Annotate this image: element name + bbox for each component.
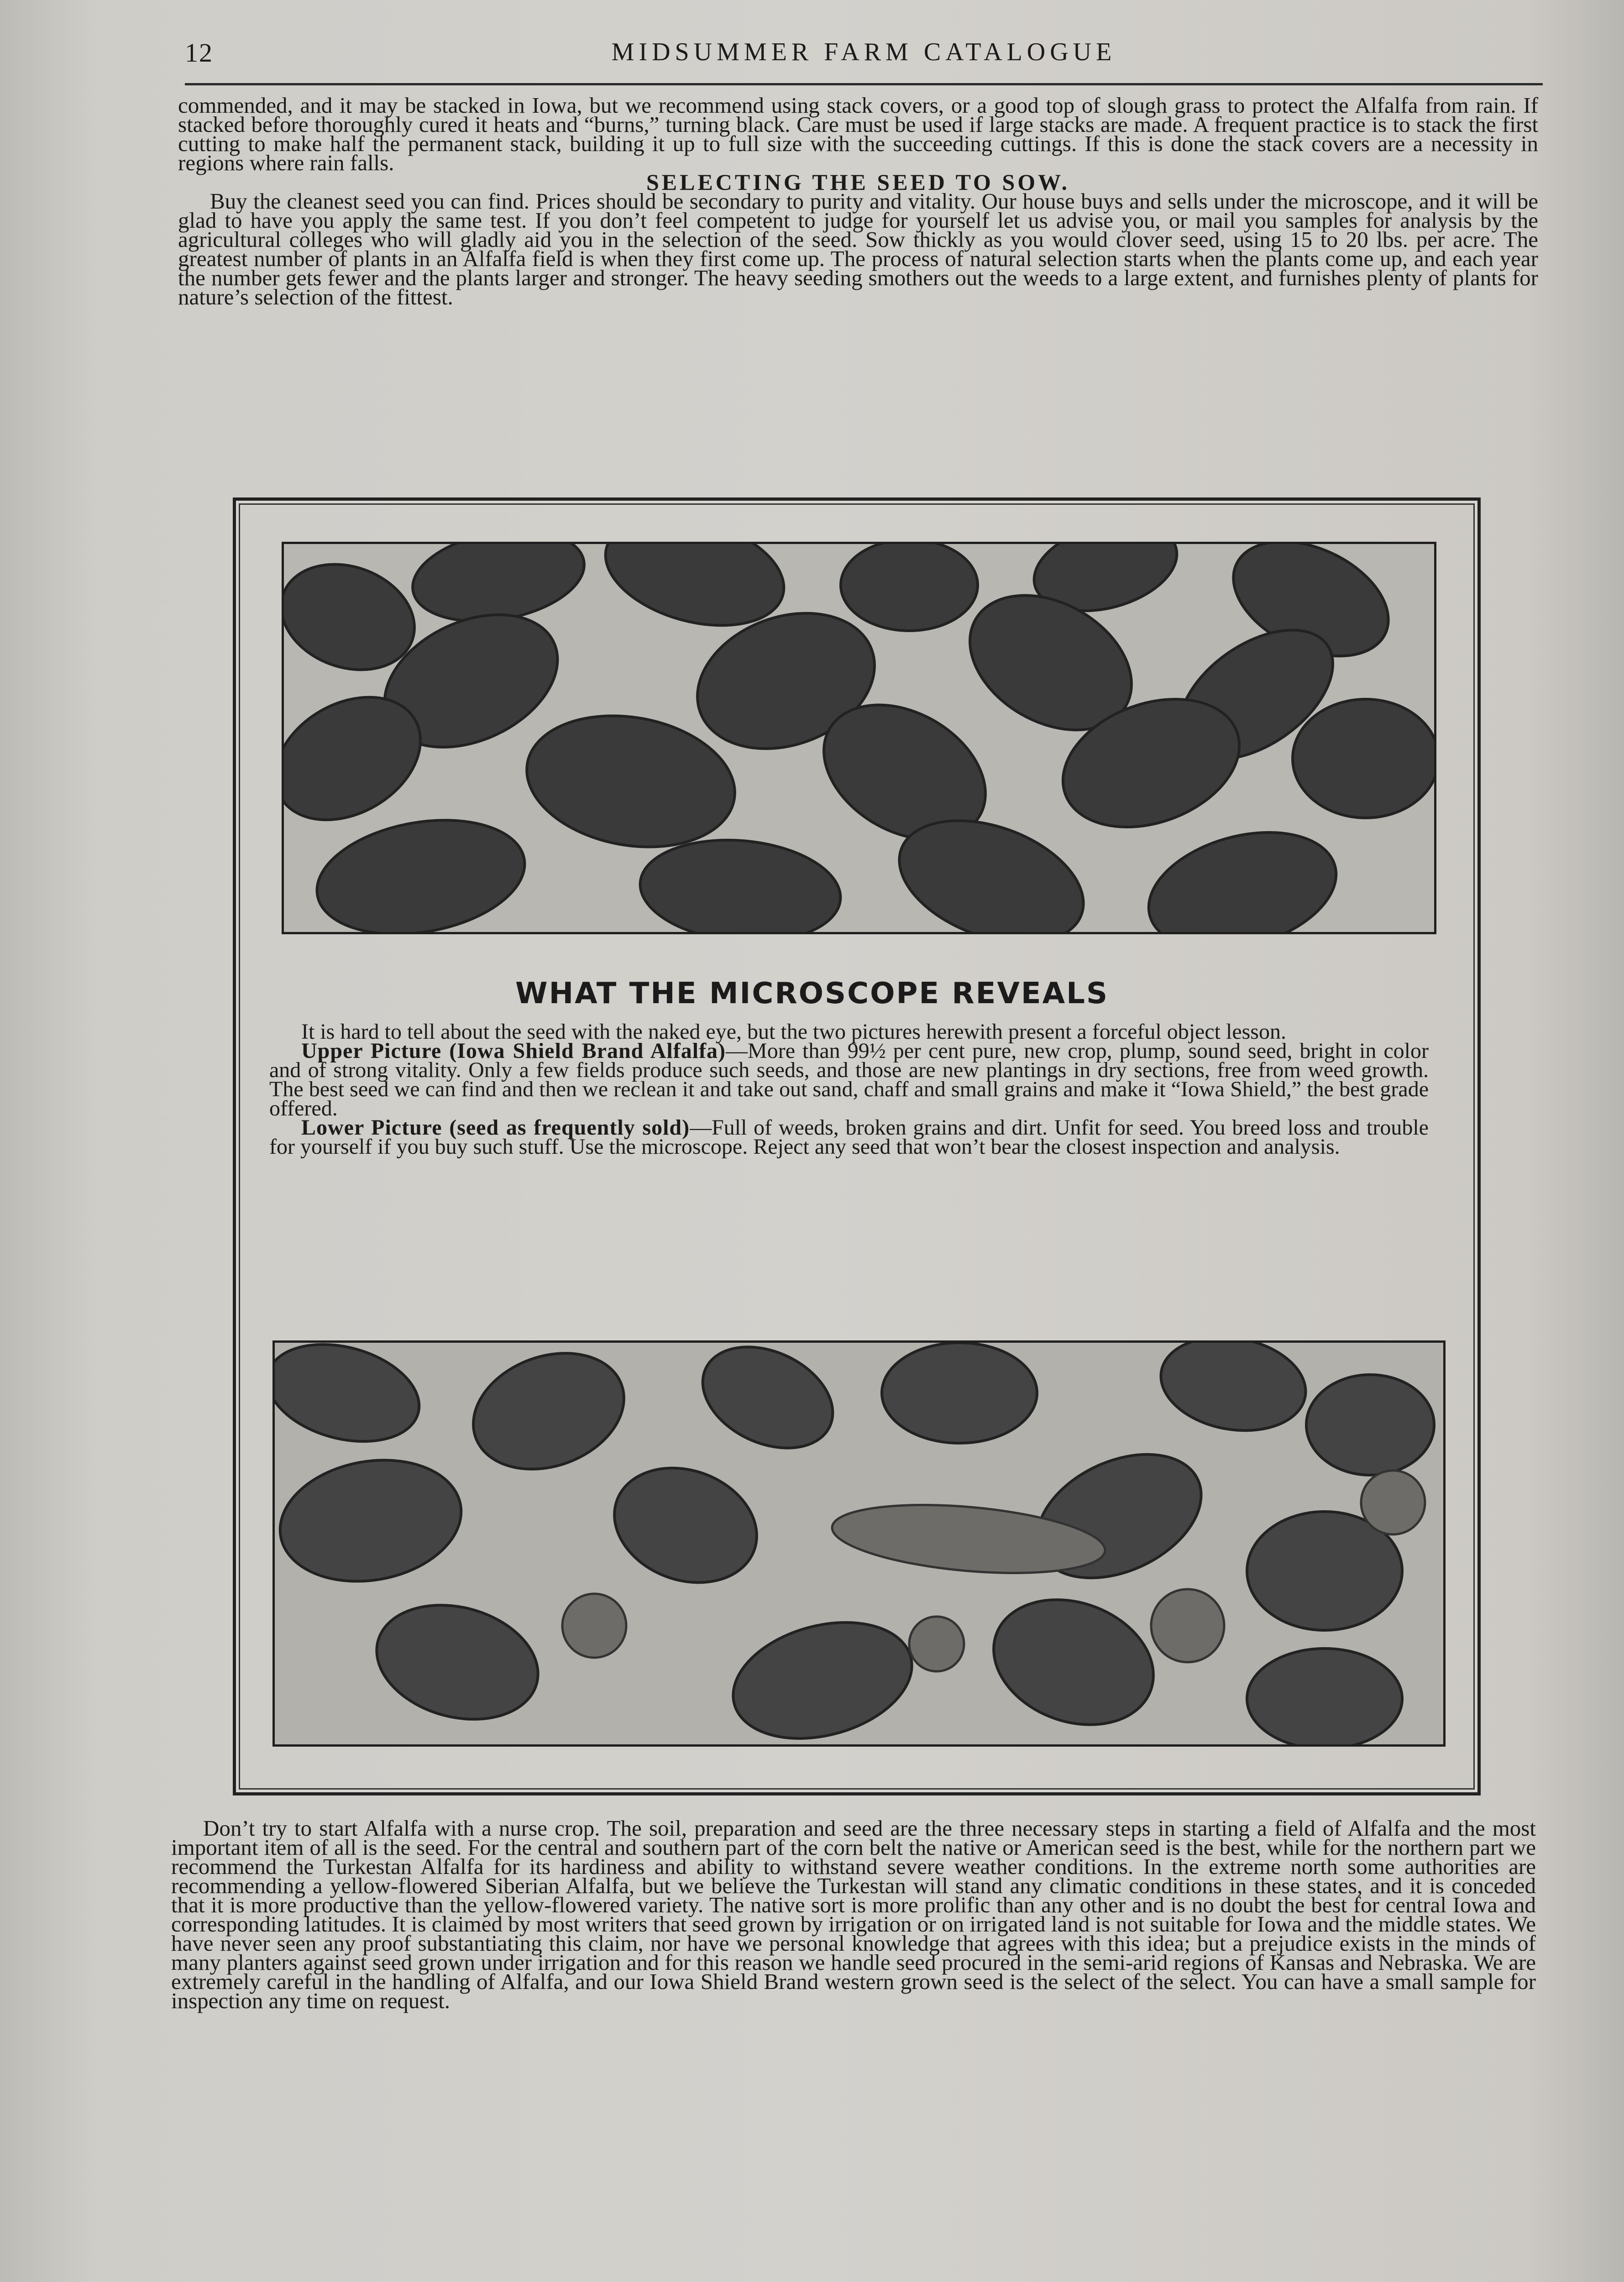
caption-lower-label: Lower Picture (seed as frequently sold): [301, 1115, 690, 1140]
paragraph-stacking: commended, and it may be stacked in Iowa, but we recommend using stack covers, or a good top of slough grass to protect the Alfalfa from rain. If stacked before thoroughly cured it heats and “burns,” turning black. Care must be used if large stacks are made. A frequent practice is to stack the first cutting to make half the permanent stack, building it up to full size with the succeeding cuttings. If this is done the stack covers are a necessity in regions where rain falls.: [178, 93, 1538, 175]
page-header: [185, 37, 1543, 85]
top-text-block: [178, 93, 1538, 309]
figure-caption: [269, 1022, 1429, 1157]
dirty-seeds-illustration: [275, 1343, 1443, 1744]
lower-seed-photo: [272, 1340, 1446, 1747]
caption-upper-label: Upper Picture (Iowa Shield Brand Alfalfa): [301, 1039, 726, 1063]
caption-lower-text: —Full of weeds, broken grains and dirt. Unfit for seed. You breed loss and trouble for yourself if you buy such stuff. Use the microscope. Reject any seed that won’t bear the closest inspection and analysis.: [269, 1115, 1429, 1159]
caption-upper: [269, 1039, 1429, 1120]
paragraph-nurse-crop: Don’t try to start Alfalfa with a nurse crop. The soil, preparation and seed are the three necessary steps in starting a field of Alfalfa and the most important item of all is the seed. For the central and southern part of the corn belt the native or American seed is the best, while for the northern part we recommend the Turkestan Alfalfa for its hardiness and ability to withstand severe weather conditions. In the extreme north some authorities are recommending a yellow-flowered Siberian Alfalfa, but we believe the Turkestan will stand any climatic conditions in these states, and it is conceded that it is more productive than the yellow-flowered variety. The native sort is more prolific than any other and is no doubt the best for central Iowa and corresponding latitudes. It is claimed by most writers that seed grown by irrigation or on irrigated land is not suitable for Iowa and the middle states. We have never seen any proof substantiating this claim, nor have we personal knowledge that agrees with this idea; but a prejudice exists in the minds of many planters against seed grown under irrigation and for this reason we handle seed procured in the semi-arid regions of Kansas and Nebraska. We are extremely careful in the handling of Alfalfa, and our Iowa Shield Brand western grown seed is the select of the select. You can have a small sample for inspection any time on request.: [171, 1816, 1536, 2013]
caption-intro: It is hard to tell about the seed with the naked eye, but the two pictures herewith present a forceful object lesson.: [301, 1020, 1286, 1044]
section-heading: SELECTING THE SEED TO SOW.: [646, 169, 1070, 195]
running-head: MIDSUMMER FARM CATALOGUE: [611, 38, 1116, 66]
page-number: 12: [185, 38, 213, 68]
paragraph-selecting-seed: Buy the cleanest seed you can find. Prices should be secondary to purity and vitality. Our house buys and sells under the microscope, and it will be glad to have you apply the same test. If you don’t feel competent to judge for yourself let us advise you, or mail you samples for analysis by the agricultural colleges who will gladly aid you in the selection of the seed. Sow thickly as you would clover seed, using 15 to 20 lbs. per acre. The greatest number of plants in an Alfalfa field is when they first come up. The process of natural selection starts when the plants come up, and each year the number gets fewer and the plants larger and stronger. The heavy seeding smothers out the weeds to a large extent, and furnishes plenty of plants for nature’s selection of the fittest.: [178, 188, 1538, 309]
caption-upper-text: —More than 99½ per cent pure, new crop, plump, sound seed, bright in color and of strong vitality. Only a few fields produce such seeds, and those are new plantings in dry sections, free from weed growth. The best seed we can find and then we reclean it and take out sand, chaff and small grains and make it “Iowa Shield,” the best grade offered.: [269, 1039, 1429, 1120]
figure-title: WHAT THE MICROSCOPE REVEALS: [515, 977, 1109, 1010]
clean-seeds-illustration: [284, 544, 1434, 932]
bottom-text-block: [171, 1816, 1536, 2013]
caption-lower: [269, 1115, 1429, 1159]
upper-seed-photo: [282, 542, 1436, 934]
